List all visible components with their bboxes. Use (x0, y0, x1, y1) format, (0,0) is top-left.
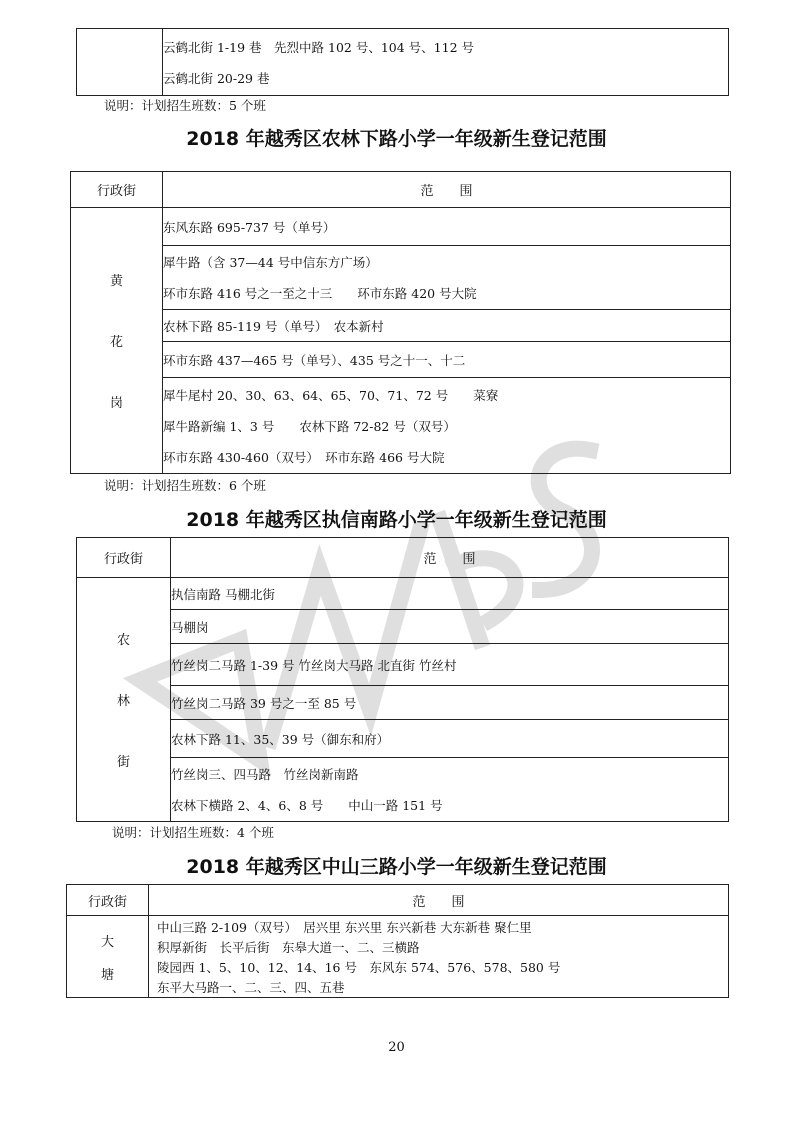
header-street: 行政街 (77, 538, 171, 578)
range-table-zhixinnan (76, 537, 729, 822)
range-cell (163, 29, 729, 96)
page-number: 20 (388, 1040, 405, 1055)
range-line: 环市东路 437—465 号（单号）、435 号之十一、十二 (163, 352, 466, 368)
range-cell (163, 246, 731, 310)
range-line: 环市东路 416 号之一至之十三 环市东路 420 号大院 (163, 286, 477, 301)
street-char: 大 (100, 934, 114, 950)
header-range: 范 围 (163, 172, 731, 208)
class-count-note: 说明：计划招生班数：4 个班 (112, 825, 274, 840)
range-cell (163, 310, 731, 342)
section-title: 2018 年越秀区中山三路小学一年级新生登记范围 (186, 856, 607, 878)
range-cell (171, 644, 729, 686)
range-cell (171, 720, 729, 758)
header-range: 范 围 (149, 885, 729, 916)
range-cell (163, 342, 731, 378)
range-line: 农林下横路 2、4、6、8 号 中山一路 151 号 (171, 798, 443, 813)
range-cell (171, 686, 729, 720)
continued-range-table (76, 28, 729, 96)
range-line: 竹丝岗二马路 1-39 号 竹丝岗大马路 北直街 竹丝村 (171, 657, 457, 673)
street-char: 塘 (100, 967, 114, 983)
range-line: 农林下路 85-119 号（单号） 农本新村 (163, 318, 384, 334)
header-range: 范 围 (171, 538, 729, 578)
range-cell (171, 610, 729, 644)
street-name-cell (71, 208, 163, 474)
range-line: 云鹤北街 20-29 巷 (163, 70, 270, 86)
street-char: 农 (116, 633, 130, 648)
range-table-zhongshansan (66, 884, 729, 998)
class-count-note: 说明：计划招生班数：6 个班 (104, 478, 266, 493)
range-line: 犀牛路新编 1、3 号 农林下路 72-82 号（双号） (163, 418, 456, 434)
range-line: 农林下路 11、35、39 号（御东和府） (171, 731, 390, 747)
range-line: 犀牛尾村 20、30、63、64、65、70、71、72 号 菜寮 (163, 387, 499, 403)
range-table-nonglinxia (70, 171, 731, 474)
range-line: 竹丝岗三、四马路 竹丝岗新南路 (171, 767, 359, 782)
class-count-note: 说明：计划招生班数：5 个班 (104, 98, 266, 113)
street-char: 花 (109, 335, 123, 350)
street-name-cell (67, 916, 149, 998)
range-cell (163, 208, 731, 246)
range-line: 中山三路 2-109（双号） 居兴里 东兴里 东兴新巷 大东新巷 聚仁里 (157, 919, 532, 935)
range-line: 马棚岗 (171, 619, 209, 635)
range-cell (149, 916, 729, 998)
range-cell (171, 578, 729, 610)
range-line: 执信南路 马棚北街 (171, 586, 275, 602)
street-cell-empty (77, 29, 163, 96)
section-title: 2018 年越秀区执信南路小学一年级新生登记范围 (186, 509, 607, 531)
header-street: 行政街 (67, 885, 149, 916)
street-char: 黄 (109, 274, 123, 289)
street-char: 岗 (109, 396, 123, 411)
range-line: 竹丝岗二马路 39 号之一至 85 号 (171, 695, 357, 711)
street-char: 街 (116, 755, 130, 770)
range-line: 积厚新街 长平后街 东皋大道一、二、三横路 (157, 939, 420, 955)
range-cell (163, 378, 731, 474)
street-char: 林 (116, 694, 130, 709)
range-line: 东平大马路一、二、三、四、五巷 (157, 979, 345, 995)
section-title: 2018 年越秀区农林下路小学一年级新生登记范围 (186, 128, 607, 150)
range-line: 云鹤北街 1-19 巷 先烈中路 102 号、104 号、112 号 (163, 39, 474, 55)
range-line: 东风东路 695-737 号（单号） (163, 219, 336, 235)
range-line: 犀牛路（含 37—44 号中信东方广场） (163, 255, 378, 270)
range-cell (171, 758, 729, 822)
range-line: 环市东路 430-460（双号） 环市东路 466 号大院 (163, 449, 445, 465)
street-name-cell (77, 578, 171, 822)
range-line: 陵园西 1、5、10、12、14、16 号 东风东 574、576、578、580 号 (157, 959, 561, 975)
header-street: 行政街 (71, 172, 163, 208)
